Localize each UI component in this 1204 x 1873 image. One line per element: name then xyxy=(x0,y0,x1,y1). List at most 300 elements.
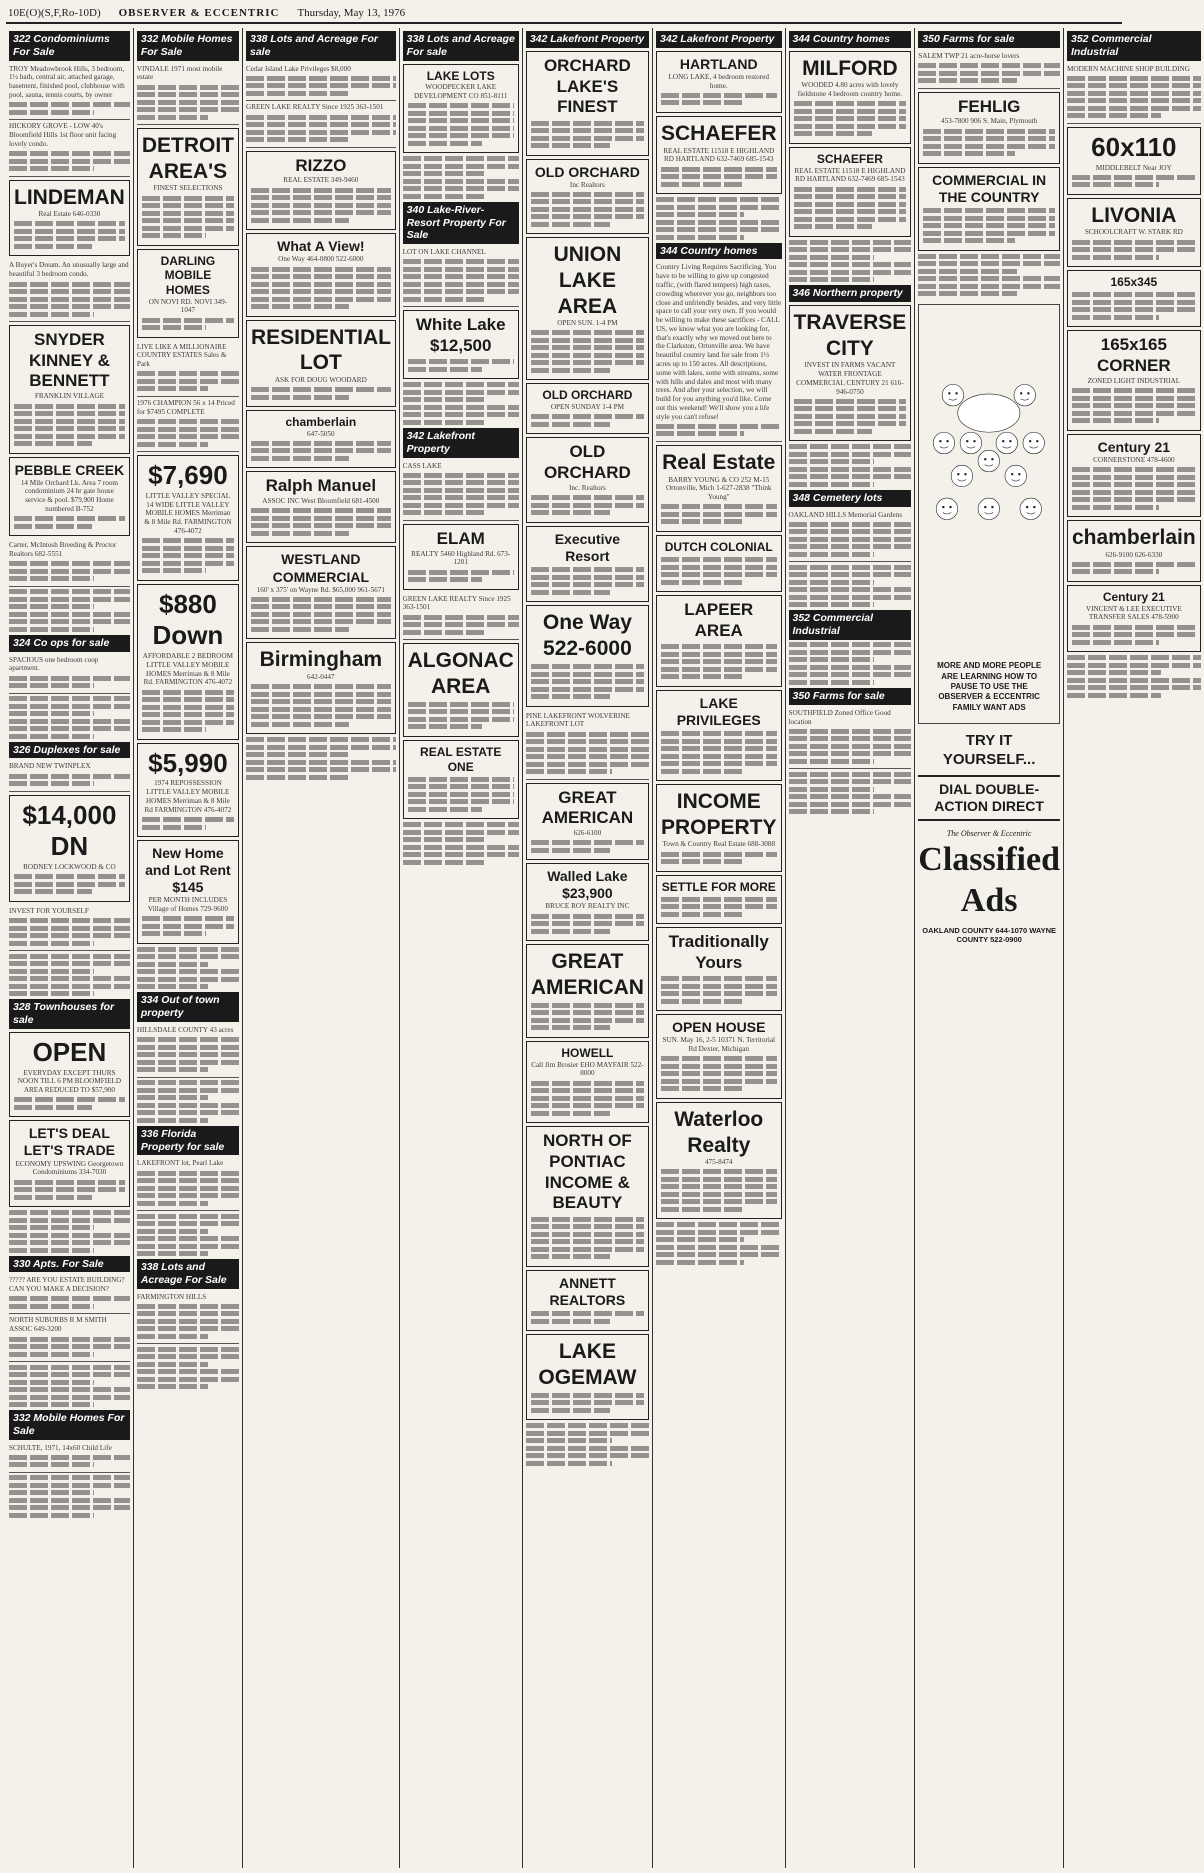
section-header: 338 Lots and Acreage For sale xyxy=(403,31,519,61)
ad-headline: LIVONIA xyxy=(1091,203,1177,227)
text-line xyxy=(661,897,777,902)
text-line xyxy=(1072,562,1196,567)
text-line xyxy=(1072,300,1196,305)
ad-headline: SCHAEFER xyxy=(816,151,883,166)
section-header: 332 Mobile Homes For Sale xyxy=(137,31,239,61)
ad-body: BRAND NEW TWINPLEX xyxy=(9,762,91,771)
classified-ad xyxy=(9,1120,130,1207)
text-line xyxy=(403,156,519,161)
text-line xyxy=(9,159,130,164)
text-line xyxy=(408,118,514,123)
text-line xyxy=(403,186,519,191)
text-line xyxy=(661,565,777,570)
text-line xyxy=(137,1067,209,1072)
text-line xyxy=(918,269,1017,274)
text-line xyxy=(14,1105,92,1110)
text-line xyxy=(137,1095,209,1100)
text-line xyxy=(9,1395,130,1400)
ad-headline: RESIDENTIAL LOT xyxy=(251,325,392,375)
ad-headline: Walled Lake $23,900 xyxy=(547,868,628,902)
section-header: 340 Lake-River-Resort Property For Sale xyxy=(403,202,519,244)
text-line xyxy=(403,837,484,842)
text-line xyxy=(661,904,777,909)
text-line xyxy=(137,947,239,952)
text-line xyxy=(531,192,644,197)
text-line xyxy=(137,85,239,90)
text-line xyxy=(137,1251,209,1256)
ad-body: MODERN MACHINE SHOP BUILDING xyxy=(1066,64,1190,73)
text-line xyxy=(789,794,912,799)
text-line xyxy=(794,116,907,121)
classified-ad xyxy=(246,471,396,543)
newspaper-page xyxy=(6,4,1196,1869)
text-line xyxy=(403,194,484,199)
text-line xyxy=(531,1003,644,1008)
text-line xyxy=(531,207,644,212)
text-line xyxy=(408,724,482,729)
text-line xyxy=(403,488,519,493)
text-line xyxy=(661,100,742,105)
publication-name: OBSERVER & ECCENTRIC xyxy=(118,7,280,19)
text-line xyxy=(656,424,782,429)
section-header: 330 Apts. For Sale xyxy=(9,1256,130,1273)
text-line xyxy=(923,151,1015,156)
ad-headline: ANNETT REALTORS xyxy=(549,1274,626,1308)
text-line xyxy=(531,222,610,227)
text-line xyxy=(918,261,1060,266)
text-line xyxy=(137,1229,209,1234)
section-header: 332 Mobile Homes For Sale xyxy=(9,1410,130,1440)
classified-ad xyxy=(137,397,239,452)
ad-column xyxy=(6,28,134,1868)
text-line xyxy=(794,209,907,214)
ad-column xyxy=(1064,28,1204,1868)
text-line xyxy=(661,991,777,996)
text-line xyxy=(1072,175,1196,180)
text-line xyxy=(1072,632,1196,637)
text-line xyxy=(661,167,777,172)
classified-ad xyxy=(246,151,396,231)
text-line xyxy=(661,557,777,562)
ad-headline: OLD ORCHARD xyxy=(543,442,631,483)
text-line xyxy=(789,772,912,777)
text-line xyxy=(9,619,130,624)
text-line xyxy=(656,197,782,202)
text-line xyxy=(1072,490,1196,495)
text-line xyxy=(789,482,875,487)
classified-ad xyxy=(9,259,130,322)
text-line xyxy=(531,214,644,219)
text-line xyxy=(656,235,744,240)
text-line xyxy=(661,859,742,864)
classified-ad xyxy=(789,707,912,770)
text-line xyxy=(1067,663,1201,668)
text-line xyxy=(137,379,239,384)
ad-body: EVERYDAY EXCEPT THURS NOON TILL 6 PM BLOOMFIELD AREA REDUCED TO $57,900 xyxy=(17,1068,122,1095)
text-line xyxy=(1072,292,1196,297)
text-line xyxy=(251,597,391,602)
text-line xyxy=(14,441,92,446)
ad-body: Carter, McIntosh Breeding & Proctor Realtors 682-5551 xyxy=(9,541,117,558)
text-line xyxy=(1072,388,1196,393)
text-line xyxy=(408,367,482,372)
classified-ad xyxy=(789,305,912,441)
text-line xyxy=(661,754,777,759)
text-line xyxy=(137,984,209,989)
ad-body: Town & Country Real Estate 688-3088 xyxy=(662,840,776,849)
text-line xyxy=(531,672,644,677)
text-line xyxy=(789,657,875,662)
classified-ad xyxy=(789,509,912,563)
ad-headline: Birmingham xyxy=(259,648,383,672)
classified-ad xyxy=(9,1442,130,1473)
classified-ad xyxy=(403,460,519,521)
classified-title: Classified Ads xyxy=(918,840,1060,920)
ad-column xyxy=(786,28,916,1868)
text-line xyxy=(408,709,514,714)
ad-headline: chamberlain xyxy=(285,415,357,430)
ad-column xyxy=(134,28,243,1868)
text-line xyxy=(137,100,239,105)
ad-body: ZONED LIGHT INDUSTRIAL xyxy=(1087,376,1181,385)
text-line xyxy=(1072,475,1196,480)
text-line xyxy=(9,918,130,923)
text-line xyxy=(403,382,519,387)
text-line xyxy=(789,537,912,542)
ad-body: SALEM TWP 21 acre-horse lovers xyxy=(918,51,1020,60)
text-line xyxy=(142,318,234,323)
text-line xyxy=(9,991,94,996)
text-line xyxy=(789,565,912,570)
classified-ad xyxy=(9,795,130,902)
classified-ad xyxy=(137,1291,239,1345)
text-line xyxy=(408,702,514,707)
text-line xyxy=(403,412,519,417)
text-line xyxy=(246,76,396,81)
ad-headline: LAKE OGEMAW xyxy=(538,1340,637,1389)
text-line xyxy=(9,1304,94,1309)
text-line xyxy=(142,218,234,223)
ad-column xyxy=(243,28,400,1868)
text-line xyxy=(526,1446,649,1451)
text-line xyxy=(9,781,94,786)
classified-ad xyxy=(656,784,782,872)
ad-body: REAL ESTATE 11518 E HIGHLAND RD HARTLAND 632-7469 685-1543 xyxy=(794,166,906,184)
text-line xyxy=(142,727,207,732)
text-line xyxy=(251,218,349,223)
text-line xyxy=(789,240,912,245)
classified-ad xyxy=(918,92,1060,164)
text-line xyxy=(251,722,349,727)
ad-headline: 60x110 xyxy=(1091,131,1177,162)
ad-body: OPEN SUNDAY 1-4 PM xyxy=(550,403,624,412)
classified-ad xyxy=(526,710,649,780)
ad-body: GREEN LAKE REALTY Since 1925 363-1501 xyxy=(402,594,511,612)
text-line xyxy=(531,694,610,699)
classified-ad xyxy=(656,1014,782,1099)
ad-body: BARRY YOUNG & CO 252 M-15 Ortonville, Mich 1-627-2838 "Think Young" xyxy=(665,475,772,502)
text-line xyxy=(9,1352,94,1357)
ad-headline: LAKE PRIVILEGES xyxy=(676,694,761,728)
text-line xyxy=(403,615,519,620)
text-line xyxy=(531,1217,644,1222)
text-line xyxy=(531,121,644,126)
section-header: 324 Co ops for sale xyxy=(9,635,130,652)
text-line xyxy=(661,182,742,187)
text-line xyxy=(408,133,514,138)
text-line xyxy=(789,444,912,449)
section-header: 346 Northern property xyxy=(789,285,912,302)
text-line xyxy=(14,1180,125,1185)
text-line xyxy=(794,217,907,222)
text-line xyxy=(531,1103,644,1108)
text-line xyxy=(142,561,234,566)
text-line xyxy=(923,216,1055,221)
text-line xyxy=(251,289,391,294)
section-header: 326 Duplexes for sale xyxy=(9,742,130,759)
text-line xyxy=(137,427,239,432)
text-line xyxy=(9,627,94,632)
text-line xyxy=(661,852,777,857)
ad-headline: Waterloo Realty xyxy=(674,1107,764,1157)
text-line xyxy=(789,751,912,756)
ad-body: REALTY 5460 Highland Rd. 673-1201 xyxy=(411,549,511,567)
text-line xyxy=(9,1372,130,1377)
text-line xyxy=(9,282,130,287)
classified-ad xyxy=(656,116,782,194)
text-line xyxy=(137,1319,239,1324)
text-line xyxy=(923,223,1055,228)
ad-body: SPACIOUS one bedroom coop apartment. xyxy=(9,655,99,673)
ad-headline: WESTLAND COMMERCIAL xyxy=(272,551,370,585)
text-line xyxy=(137,1214,239,1219)
ad-headline: $880 Down xyxy=(152,588,224,651)
text-line xyxy=(14,1187,125,1192)
text-line xyxy=(661,644,777,649)
text-line xyxy=(789,572,912,577)
text-line xyxy=(14,516,125,521)
text-line xyxy=(137,442,209,447)
text-line xyxy=(9,969,94,974)
text-line xyxy=(526,1423,649,1428)
ad-body: RODNEY LOCKWOOD & CO xyxy=(23,863,116,872)
text-line xyxy=(9,1248,94,1253)
text-line xyxy=(137,1052,239,1057)
text-line xyxy=(531,353,644,358)
text-line xyxy=(9,1218,130,1223)
ad-body: TROY Meadowbrook Hills, 3 bedroom, 1½ bath, central air, attached garage, basement, finished pool, clubhouse with pool, sauna, tennis courts, by owner xyxy=(9,64,125,99)
classified-ad xyxy=(656,690,782,782)
classified-ad xyxy=(526,1334,649,1420)
text-line xyxy=(1067,76,1201,81)
text-line xyxy=(1072,640,1159,645)
text-line xyxy=(794,124,907,129)
text-line xyxy=(137,1118,209,1123)
text-line xyxy=(794,406,907,411)
ad-body: LAKEFRONT lot, Pearl Lake xyxy=(136,1159,224,1168)
text-line xyxy=(251,714,391,719)
classified-columns xyxy=(6,28,1196,1868)
text-line xyxy=(403,503,519,508)
text-line xyxy=(142,931,207,936)
text-line xyxy=(661,912,742,917)
text-line xyxy=(137,92,239,97)
text-line xyxy=(661,746,777,751)
text-line xyxy=(9,612,130,617)
ad-subline: Inc Realtors xyxy=(569,180,605,189)
classified-ad xyxy=(1067,198,1201,267)
text-line xyxy=(794,101,907,106)
text-line xyxy=(531,1247,644,1252)
text-line xyxy=(137,1110,239,1115)
text-line xyxy=(137,1186,239,1191)
text-line xyxy=(14,419,125,424)
text-line xyxy=(1072,247,1196,252)
faces-drawing xyxy=(929,315,1049,595)
text-line xyxy=(789,736,912,741)
text-line xyxy=(526,769,612,774)
classified-ad xyxy=(526,159,649,235)
text-line xyxy=(142,538,234,543)
text-line xyxy=(1072,411,1196,416)
ad-subline: REAL ESTATE 349-9460 xyxy=(283,176,359,185)
text-line xyxy=(137,954,239,959)
text-line xyxy=(142,233,207,238)
ad-body: INVEST IN FARMS VACANT WATER FRONTAGE COMMERCIAL CENTURY 21 616-946-0750 xyxy=(796,361,904,396)
text-line xyxy=(9,676,130,681)
text-line xyxy=(661,1086,742,1091)
text-line xyxy=(789,650,912,655)
text-line xyxy=(142,546,234,551)
text-line xyxy=(403,297,484,302)
text-line xyxy=(9,1475,130,1480)
section-header: 344 Country homes xyxy=(656,243,782,260)
ad-headline: TRAVERSE CITY xyxy=(793,310,907,360)
classified-ad xyxy=(526,526,649,603)
classified-ad xyxy=(656,595,782,686)
ad-headline: HARTLAND xyxy=(679,55,758,72)
text-line xyxy=(14,889,92,894)
text-line xyxy=(9,576,94,581)
ad-headline: Ralph Manuel xyxy=(265,476,377,496)
text-line xyxy=(1072,403,1196,408)
classified-ad xyxy=(9,1314,130,1362)
text-line xyxy=(246,130,396,135)
classified-ad xyxy=(1067,63,1201,124)
ad-column xyxy=(915,28,1064,1868)
ad-headline: COMMERCIAL IN THE COUNTRY xyxy=(932,171,1047,205)
text-line xyxy=(9,1225,94,1230)
text-line xyxy=(531,345,644,350)
text-line xyxy=(9,1344,130,1349)
classified-ad xyxy=(403,64,519,154)
text-line xyxy=(661,1169,777,1174)
text-line xyxy=(9,561,130,566)
ad-headline: ELAM xyxy=(436,528,485,548)
text-line xyxy=(142,705,234,710)
text-line xyxy=(531,590,610,595)
text-line xyxy=(408,807,482,812)
text-line xyxy=(403,860,484,865)
classified-ad xyxy=(137,1157,239,1211)
ad-headline: HOWELL xyxy=(561,1045,614,1060)
text-line xyxy=(661,999,742,1004)
text-line xyxy=(789,602,875,607)
ad-headline: GREAT AMERICAN xyxy=(530,950,644,999)
text-line xyxy=(137,1311,239,1316)
text-line xyxy=(9,984,130,989)
text-line xyxy=(918,63,1060,68)
text-line xyxy=(1067,113,1161,118)
text-line xyxy=(403,495,519,500)
text-line xyxy=(923,129,1055,134)
text-line xyxy=(9,683,94,688)
ad-body: GREEN LAKE REALTY Since 1925 363-1501 xyxy=(246,103,384,112)
ad-column xyxy=(400,28,523,1868)
ad-subline: Real Estate 646-0330 xyxy=(38,210,101,219)
text-line xyxy=(661,1199,777,1204)
ad-body: WOODPECKER LAKE DEVELOPMENT CO 851-8111 xyxy=(413,83,508,100)
classified-ad xyxy=(9,654,130,694)
ad-subline: Inc. Realtors xyxy=(569,483,606,492)
text-line xyxy=(789,587,912,592)
text-line xyxy=(656,220,782,225)
text-line xyxy=(531,575,644,580)
text-line xyxy=(923,208,1055,213)
text-line xyxy=(403,397,484,402)
text-line xyxy=(918,284,1060,289)
text-line xyxy=(661,1177,777,1182)
text-line xyxy=(661,1056,777,1061)
classified-ad xyxy=(137,63,239,126)
text-line xyxy=(137,419,239,424)
text-line xyxy=(137,1369,239,1374)
ad-headline: UNION LAKE AREA xyxy=(553,243,622,318)
text-line xyxy=(9,1240,130,1245)
text-line xyxy=(661,504,777,509)
text-line xyxy=(137,1193,239,1198)
text-line xyxy=(531,1081,644,1086)
text-line xyxy=(403,822,519,827)
text-line xyxy=(531,368,610,373)
classified-ad xyxy=(526,437,649,522)
section-header: 350 Farms for sale xyxy=(789,688,912,705)
text-line xyxy=(137,1244,239,1249)
section-header: 334 Out of town property xyxy=(137,992,239,1022)
text-line xyxy=(142,553,234,558)
ad-body: VINDALE 1971 most mobile estate xyxy=(136,64,223,82)
section-header: 350 Farms for sale xyxy=(918,31,1060,48)
classified-ad xyxy=(137,743,239,837)
text-line xyxy=(9,304,130,309)
text-line xyxy=(137,969,239,974)
text-line xyxy=(531,1254,610,1259)
text-line xyxy=(794,429,873,434)
text-line xyxy=(661,984,777,989)
text-line xyxy=(246,83,396,88)
text-line xyxy=(531,136,644,141)
text-line xyxy=(408,717,514,722)
ad-body: 14 Mile Orchard Lk. Area 7 room condominium 24 hr gate house service & pool. $79,900 Home numbered B-752 xyxy=(20,478,119,513)
ad-body: NORTH SUBURBS R M SMITH ASSOC 649-3200 xyxy=(9,1316,107,1334)
text-line xyxy=(918,291,1017,296)
text-line xyxy=(9,1402,94,1407)
ad-body: INVEST FOR YOURSELF xyxy=(9,906,89,915)
text-line xyxy=(789,270,912,275)
text-line xyxy=(661,519,742,524)
ad-body: ASSOC INC West Bloomfield 681-4500 xyxy=(262,497,380,506)
classified-ad xyxy=(526,605,649,706)
